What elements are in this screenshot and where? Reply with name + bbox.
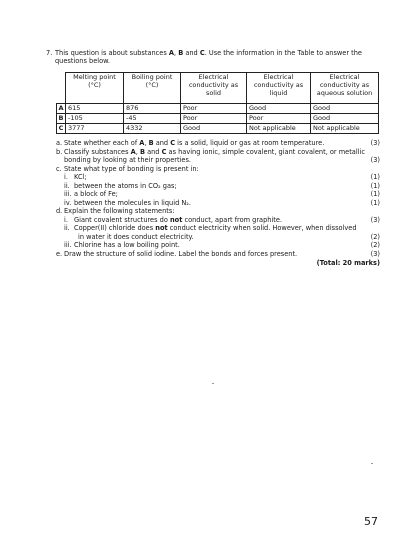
table-cell: Not applicable bbox=[247, 124, 311, 134]
table-cell: Poor bbox=[181, 104, 247, 114]
part-d-iii: iii. Chlorine has a low boiling point. (2) bbox=[64, 241, 380, 249]
question-parts bbox=[56, 139, 380, 267]
part-c-i: i. KCl; (1) bbox=[64, 173, 380, 181]
part-c-iv: iv. between the molecules in liquid N₂. (1) bbox=[64, 198, 380, 207]
row-label: A bbox=[58, 103, 64, 112]
table-cell: Poor bbox=[181, 114, 247, 124]
table-cell: 3777 bbox=[66, 124, 124, 134]
table-row bbox=[57, 124, 379, 134]
table-cell: 615 bbox=[66, 104, 124, 114]
table-header: Electrical conductivity as aqueous solution bbox=[311, 73, 379, 104]
marks: (1) bbox=[370, 173, 380, 181]
question-intro bbox=[46, 49, 382, 65]
table-header: Electrical conductivity as liquid bbox=[247, 73, 311, 104]
table-row bbox=[57, 114, 379, 124]
table-cell: Not applicable bbox=[311, 124, 379, 134]
table-cell: Good bbox=[311, 114, 379, 124]
row-label: B bbox=[57, 114, 66, 124]
table-row bbox=[57, 104, 379, 114]
scan-speck bbox=[212, 383, 214, 384]
table-cell: -45 bbox=[124, 114, 181, 124]
part-d-ii-continued: in water it does conduct electricity. (2) bbox=[78, 232, 380, 241]
table-header: Boiling point (°C) bbox=[124, 73, 181, 104]
question-number: 7. bbox=[46, 49, 53, 57]
row-label: C bbox=[57, 124, 66, 134]
table-header: Melting point (°C) bbox=[66, 73, 124, 104]
part-d-i: i. Giant covalent structures do not conduct, apart from graphite. (3) bbox=[64, 215, 380, 224]
part-d-ii: ii. Copper(II) chloride does not conduct electricity when solid. However, when dissolved bbox=[64, 224, 357, 232]
table-header: Electrical conductivity as solid bbox=[181, 73, 247, 104]
marks: (1) bbox=[370, 198, 380, 207]
part-e: e. Draw the structure of solid iodine. Label the bonds and forces present. (3) bbox=[56, 249, 380, 258]
question-intro-text: This question is about substances A, B and C. Use the information in the Table to answer the questions below. bbox=[55, 49, 362, 66]
marks: (2) bbox=[370, 232, 380, 241]
marks: (3) bbox=[370, 249, 380, 258]
part-c: c. State what type of bonding is present in: bbox=[56, 164, 199, 173]
table-cell: -105 bbox=[66, 114, 124, 124]
part-d: d. Explain the following statements: bbox=[56, 207, 175, 215]
marks: (3) bbox=[370, 156, 380, 164]
part-b-continued: bonding by looking at their properties. (3) bbox=[64, 156, 380, 164]
substance-properties-table bbox=[56, 72, 379, 134]
marks: (1) bbox=[370, 181, 380, 190]
part-b: b. Classify substances A, B and C as having ionic, simple covalent, giant covalent, or metallic bbox=[56, 147, 365, 156]
total-marks: (Total: 20 marks) bbox=[316, 259, 380, 267]
table-cell: Good bbox=[247, 104, 311, 114]
table-cell: Good bbox=[311, 104, 379, 114]
table-header-row bbox=[57, 73, 379, 104]
marks: (2) bbox=[370, 241, 380, 249]
scan-speck bbox=[371, 463, 373, 464]
marks: (1) bbox=[370, 190, 380, 198]
table-cell: Good bbox=[181, 124, 247, 134]
table-cell: 876 bbox=[124, 104, 181, 114]
table-corner-cell bbox=[57, 73, 66, 104]
marks: (3) bbox=[370, 215, 380, 224]
table-cell: 4332 bbox=[124, 124, 181, 134]
part-c-iii: iii. a block of Fe; (1) bbox=[64, 190, 380, 198]
part-a: a. State whether each of A, B and C is a solid, liquid or gas at room temperature. (3) bbox=[56, 139, 380, 147]
part-c-ii: ii. between the atoms in CO₂ gas; (1) bbox=[64, 181, 380, 190]
table-cell: Poor bbox=[247, 114, 311, 124]
page-number: 57 bbox=[364, 515, 378, 528]
marks: (3) bbox=[370, 139, 380, 147]
